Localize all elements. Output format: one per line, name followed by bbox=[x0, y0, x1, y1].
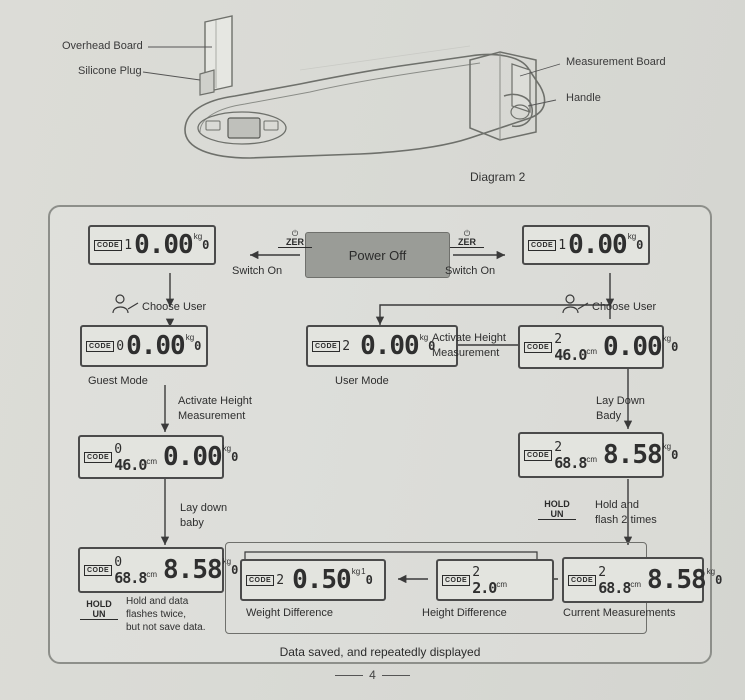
weight-unit: kg bbox=[706, 567, 716, 576]
height-value: 68.8 bbox=[114, 568, 147, 587]
product-diagram bbox=[0, 0, 745, 200]
weight-value: 0.50 bbox=[292, 565, 351, 595]
weight-value: 0.00 bbox=[134, 230, 193, 260]
weight-sub-digit: 0 bbox=[194, 339, 202, 353]
zero-label-right: ZER bbox=[450, 238, 484, 248]
weight-sub-digit: 0 bbox=[671, 340, 679, 354]
display-height-activated-right bbox=[518, 325, 679, 369]
page-number-wrap bbox=[0, 668, 745, 682]
height-value: 46.0 bbox=[554, 345, 587, 364]
weight-value: 0.00 bbox=[568, 230, 627, 260]
weight-unit: kg bbox=[662, 442, 672, 451]
weight-marker: 1 bbox=[361, 567, 366, 576]
display-weight-difference bbox=[240, 559, 386, 601]
code-value: 2 bbox=[598, 564, 607, 580]
code-label: CODE bbox=[84, 565, 112, 576]
code-value: 2 bbox=[472, 564, 481, 580]
display-code1-right bbox=[522, 225, 650, 265]
height-value: 68.8 bbox=[598, 578, 631, 597]
height-unit: cm bbox=[146, 569, 158, 579]
weight-value: 8.58 bbox=[647, 565, 706, 595]
height-value: 68.8 bbox=[554, 453, 587, 472]
lay-down-baby-line2: baby bbox=[180, 517, 204, 529]
weight-sub-digit: 0 bbox=[202, 238, 210, 252]
label-overhead-board: Overhead Board bbox=[62, 40, 143, 52]
weight-value: 0.00 bbox=[163, 442, 222, 472]
diagram-drawing bbox=[0, 0, 745, 200]
current-measurements-label: Current Measurements bbox=[563, 607, 676, 619]
hold-label-line1: HOLD bbox=[544, 499, 570, 509]
weight-unit: kg bbox=[662, 334, 672, 343]
display-code1-left bbox=[88, 225, 216, 265]
code-label: CODE bbox=[524, 342, 552, 353]
weight-sub-digit: 0 bbox=[636, 238, 644, 252]
code-label: CODE bbox=[84, 452, 112, 463]
weight-value: 8.58 bbox=[163, 555, 222, 585]
height-value: 2.0 bbox=[472, 578, 497, 597]
weight-sub-digit: 0 bbox=[365, 573, 373, 587]
lay-down-baby-line1: Lay down bbox=[180, 502, 228, 514]
weight-sub-digit: 0 bbox=[231, 450, 239, 464]
height-unit: cm bbox=[630, 579, 642, 589]
code-label: CODE bbox=[246, 575, 274, 586]
weight-unit: kg bbox=[193, 232, 203, 241]
code-label: CODE bbox=[568, 575, 596, 586]
hold-flash-line2: flash 2 times bbox=[595, 514, 657, 526]
hold-flash-line1: Hold and bbox=[595, 499, 640, 511]
code-value: 1 bbox=[558, 237, 567, 253]
weight-value: 0.00 bbox=[126, 331, 185, 361]
hold-label-line1: HOLD bbox=[86, 599, 112, 609]
weight-unit: kg bbox=[419, 333, 429, 342]
code-value: 2 bbox=[554, 439, 563, 455]
flow-chart bbox=[48, 205, 723, 664]
weight-unit: kg bbox=[351, 567, 361, 576]
hold-no-save-line1: Hold and data bbox=[126, 596, 189, 607]
height-unit: cm bbox=[586, 454, 598, 464]
hold-button-right[interactable] bbox=[538, 499, 576, 520]
code-label: CODE bbox=[312, 341, 340, 352]
weight-value: 0.00 bbox=[360, 331, 419, 361]
user-mode-label: User Mode bbox=[335, 375, 389, 387]
code-value: 2 bbox=[342, 338, 351, 354]
hold-no-save-line3: but not save data. bbox=[126, 622, 206, 633]
hold-label-line2: UN bbox=[80, 609, 118, 620]
activate-height-right-line2: Measurement bbox=[432, 347, 500, 359]
power-icon-right: ⏻ bbox=[463, 229, 471, 238]
height-difference-label: Height Difference bbox=[422, 607, 507, 619]
power-icon: ⏻ bbox=[291, 229, 299, 238]
weight-sub-digit: 0 bbox=[231, 563, 239, 577]
hold-button-left[interactable] bbox=[80, 599, 118, 620]
hold-no-save-line2: flashes twice, bbox=[126, 609, 187, 620]
display-height-difference bbox=[436, 559, 554, 601]
lay-down-body-line2: Bady bbox=[596, 410, 622, 422]
guest-mode-label: Guest Mode bbox=[88, 375, 148, 387]
zero-button-left[interactable] bbox=[278, 229, 312, 248]
hold-label-line2: UN bbox=[538, 509, 576, 520]
weight-unit: kg bbox=[222, 557, 232, 566]
activate-height-right-line1: Activate Height bbox=[432, 332, 506, 344]
choose-user-right-label: Choose User bbox=[592, 301, 657, 313]
page-number: 4 bbox=[369, 668, 376, 682]
activate-height-left-line2: Measurement bbox=[178, 410, 246, 422]
label-silicone-plug: Silicone Plug bbox=[78, 65, 142, 77]
display-measured-left bbox=[78, 547, 239, 593]
weight-value: 0.00 bbox=[603, 332, 662, 362]
weight-value: 8.58 bbox=[603, 440, 662, 470]
code-label: CODE bbox=[86, 341, 114, 352]
diagram-caption: Diagram 2 bbox=[470, 170, 526, 184]
height-unit: cm bbox=[496, 579, 507, 589]
weight-unit: kg bbox=[185, 333, 195, 342]
weight-unit: kg bbox=[627, 232, 637, 241]
zero-label-left: ZER bbox=[278, 238, 312, 248]
code-value: 2 bbox=[554, 331, 563, 347]
switch-on-left-label: Switch On bbox=[232, 265, 283, 277]
code-value: 1 bbox=[124, 237, 133, 253]
code-value: 2 bbox=[276, 572, 285, 588]
label-handle: Handle bbox=[566, 92, 601, 104]
choose-user-left-label: Choose User bbox=[142, 301, 207, 313]
height-unit: cm bbox=[146, 456, 158, 466]
page-dash-right bbox=[382, 675, 410, 676]
display-height-activated-left bbox=[78, 435, 239, 479]
display-current-measurements bbox=[562, 557, 723, 603]
display-guest-mode bbox=[80, 325, 208, 367]
code-label: CODE bbox=[94, 240, 122, 251]
zero-button-right[interactable] bbox=[450, 229, 484, 248]
height-value: 46.0 bbox=[114, 455, 147, 474]
height-unit: cm bbox=[586, 346, 598, 356]
code-label: CODE bbox=[442, 575, 470, 586]
power-off-state: Power Off bbox=[305, 232, 450, 278]
page-dash-left bbox=[335, 675, 363, 676]
activate-height-left-line1: Activate Height bbox=[178, 395, 252, 407]
code-value: 0 bbox=[114, 554, 123, 570]
data-saved-note: Data saved, and repeatedly displayed bbox=[279, 645, 481, 659]
switch-on-right-label: Switch On bbox=[445, 265, 496, 277]
code-label: CODE bbox=[524, 450, 552, 461]
weight-difference-label: Weight Difference bbox=[246, 607, 334, 619]
weight-unit: kg bbox=[222, 444, 232, 453]
weight-sub-digit: 0 bbox=[428, 339, 436, 353]
lay-down-body-line1: Lay Down bbox=[596, 395, 645, 407]
weight-sub-digit: 0 bbox=[715, 573, 723, 587]
weight-sub-digit: 0 bbox=[671, 448, 679, 462]
label-measurement-board: Measurement Board bbox=[566, 56, 666, 68]
display-measured-right bbox=[518, 432, 679, 478]
code-label: CODE bbox=[528, 240, 556, 251]
code-value: 0 bbox=[116, 338, 125, 354]
code-value: 0 bbox=[114, 441, 123, 457]
